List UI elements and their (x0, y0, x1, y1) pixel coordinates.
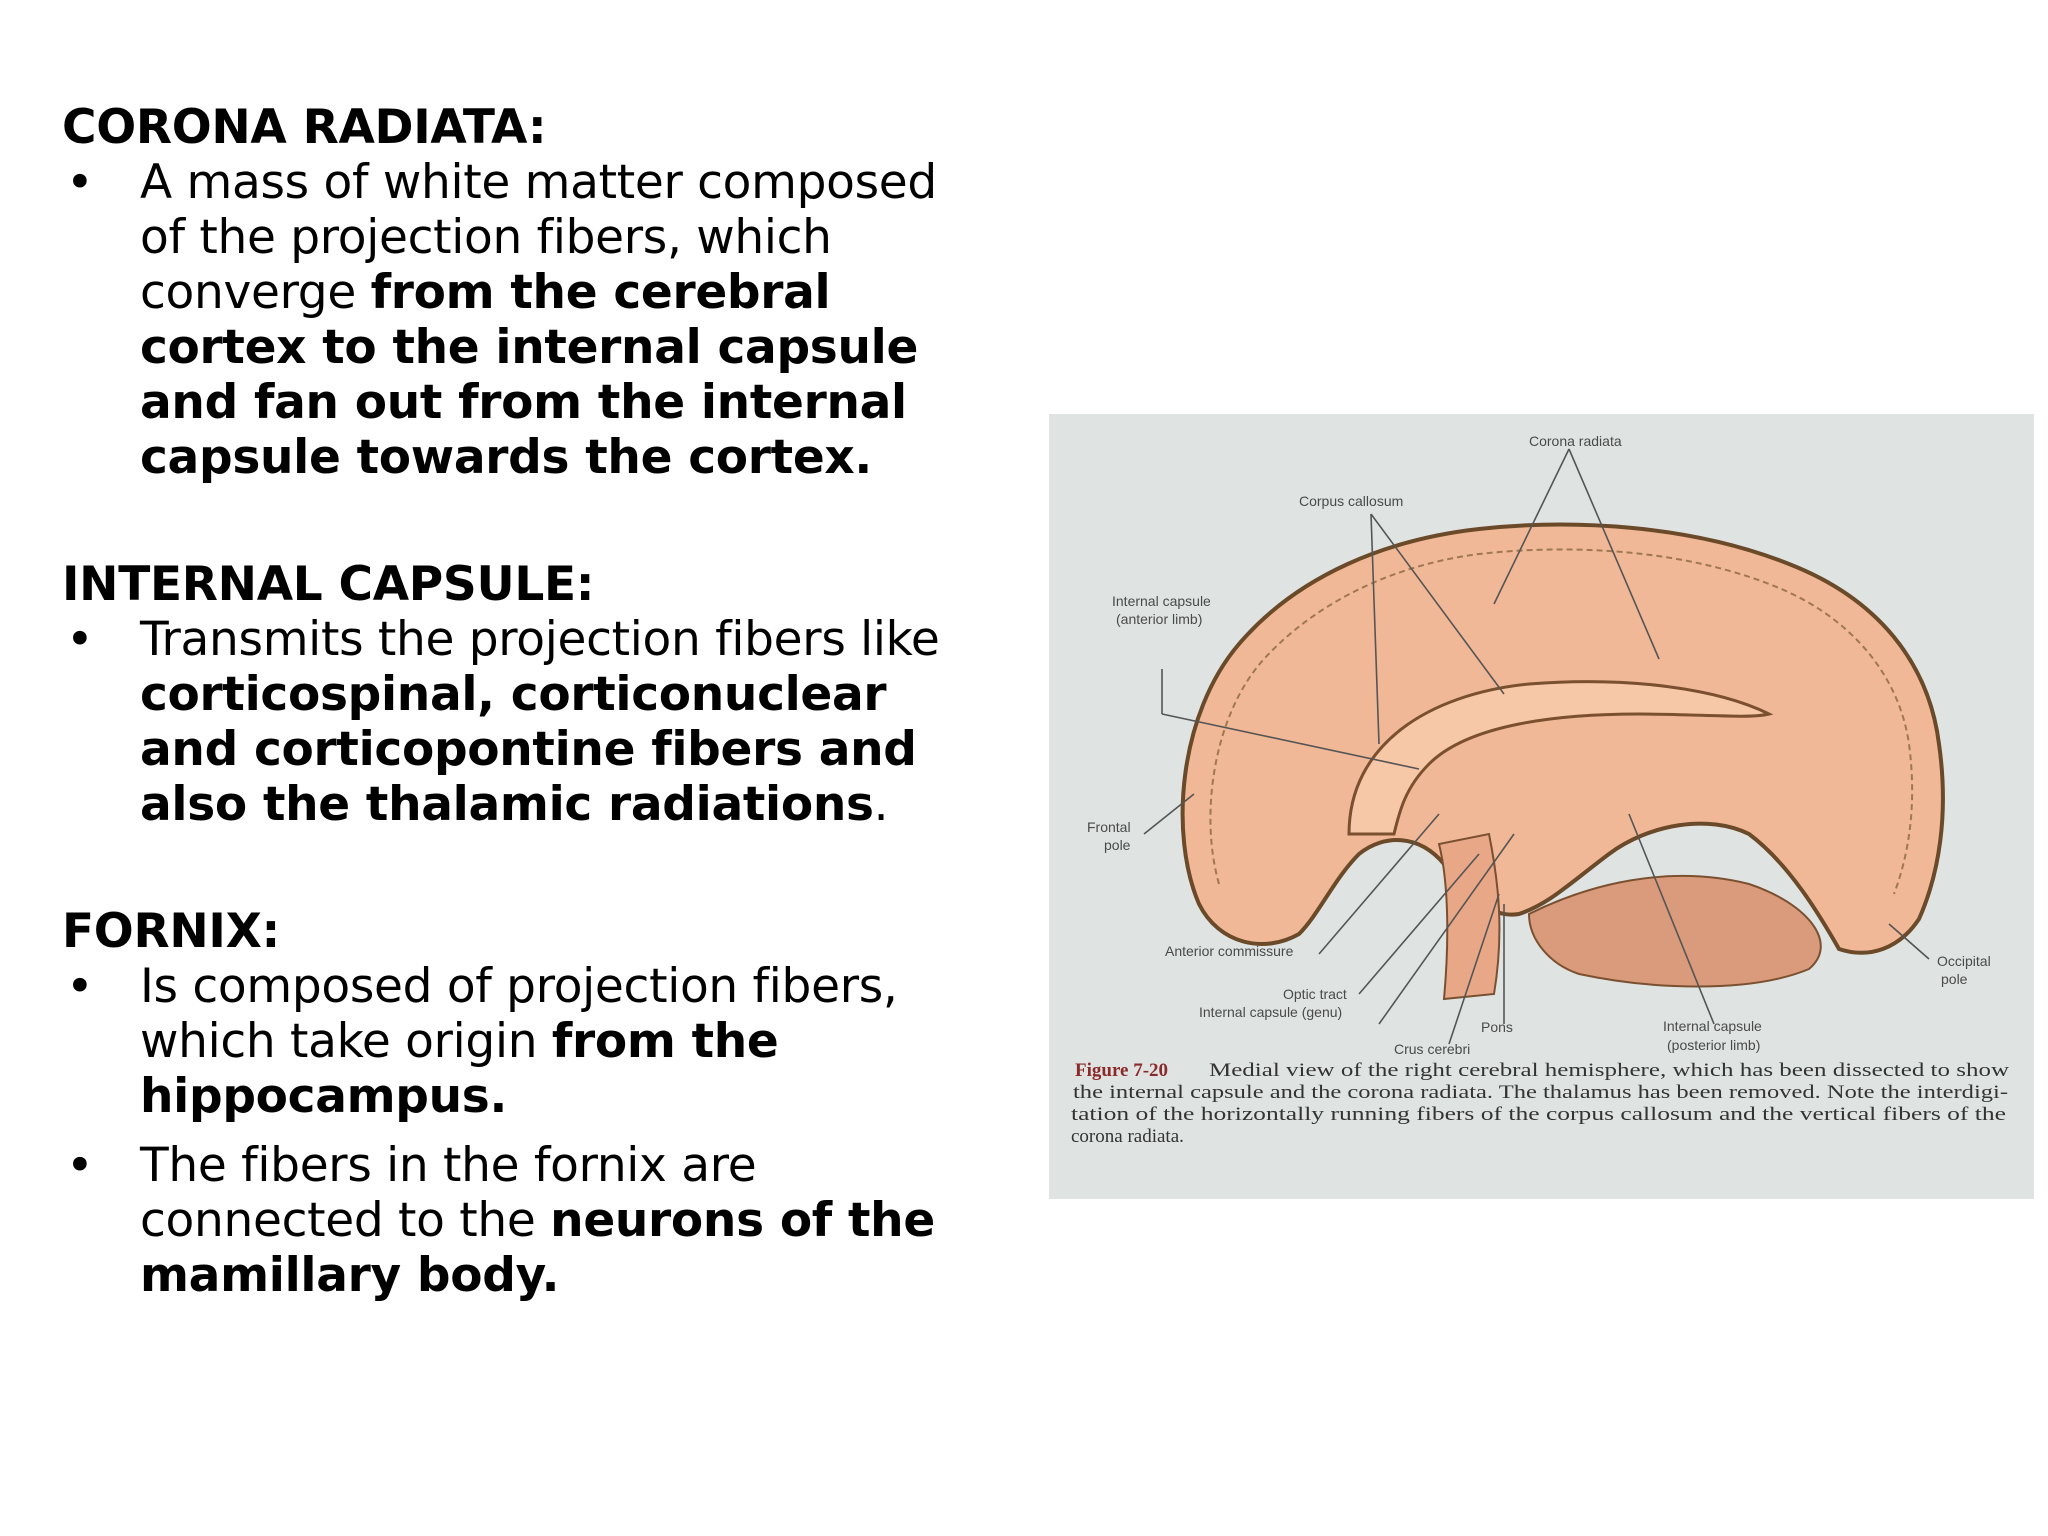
temporal-lobe-shape (1529, 876, 1821, 987)
caption-line-1: Medial view of the right cerebral hemisphere, which has been dissected to show (1209, 1060, 2010, 1081)
text-run: Transmits the projection fibers like (140, 612, 940, 667)
section-2 (62, 904, 982, 1303)
text-column (62, 100, 982, 1375)
bullet-item (62, 1138, 982, 1303)
label-crus-cerebri: Crus cerebri (1394, 1041, 1471, 1057)
label-internal-capsule-posterior: Internal capsule (1663, 1018, 1762, 1034)
label-internal-capsule-posterior-sub: (posterior limb) (1667, 1037, 1761, 1053)
bullet-list (62, 959, 982, 1303)
bullet-list (62, 155, 982, 485)
caption-line-4: corona radiata. (1071, 1126, 1184, 1147)
bold-run: from the cerebral cortex to the internal capsule and fan out from the internal capsule towards the cortex. (140, 265, 919, 485)
caption-line-3: tation of the horizontally running fibers of the corpus callosum and the vertical fibers of the (1071, 1104, 2006, 1125)
label-occipital-pole-sub: pole (1941, 971, 1968, 987)
label-corona-radiata: Corona radiata (1529, 433, 1622, 449)
text-run: Is composed of projection fibers, which take origin (140, 959, 898, 1069)
label-internal-capsule-genu: Internal capsule (genu) (1199, 1004, 1343, 1020)
section-heading: FORNIX: (62, 904, 281, 959)
section-1 (62, 557, 982, 832)
label-frontal-pole: Frontal (1087, 819, 1131, 835)
label-anterior-commissure: Anterior commissure (1165, 943, 1294, 959)
text-run: The fibers in the fornix are connected to the (140, 1138, 757, 1248)
label-pons: Pons (1481, 1019, 1513, 1035)
label-internal-capsule-anterior-sub: (anterior limb) (1116, 611, 1203, 627)
bullet-item (62, 155, 982, 485)
brainstem-shape (1439, 834, 1499, 999)
section-0 (62, 100, 982, 485)
label-frontal-pole-sub: pole (1104, 837, 1131, 853)
label-corpus-callosum: Corpus callosum (1299, 493, 1404, 509)
section-heading: INTERNAL CAPSULE: (62, 557, 595, 612)
section-heading: CORONA RADIATA: (62, 100, 547, 155)
bold-run: from the hippocampus. (140, 1014, 779, 1124)
bullet-item (62, 959, 982, 1124)
label-optic-tract: Optic tract (1283, 986, 1347, 1002)
text-run: . (873, 777, 889, 832)
text-run: A mass of white matter composed of the projection fibers, which converge (140, 155, 937, 320)
caption-line-2: the internal capsule and the corona radiata. The thalamus has been removed. Note the interdigi- (1073, 1082, 2008, 1103)
bold-run: neurons of the mamillary body. (140, 1193, 935, 1303)
brain-figure (1049, 414, 2034, 1199)
label-internal-capsule-anterior: Internal capsule (1112, 593, 1211, 609)
bullet-item (62, 612, 982, 832)
bullet-list (62, 612, 982, 832)
label-occipital-pole: Occipital (1937, 953, 1991, 969)
cerebral-hemisphere (1183, 525, 1943, 953)
brain-diagram (1049, 414, 2034, 1199)
caption-number: Figure 7-20 (1075, 1060, 1169, 1081)
bold-run: corticospinal, corticonuclear and corticopontine fibers and also the thalamic radiations (140, 667, 917, 832)
